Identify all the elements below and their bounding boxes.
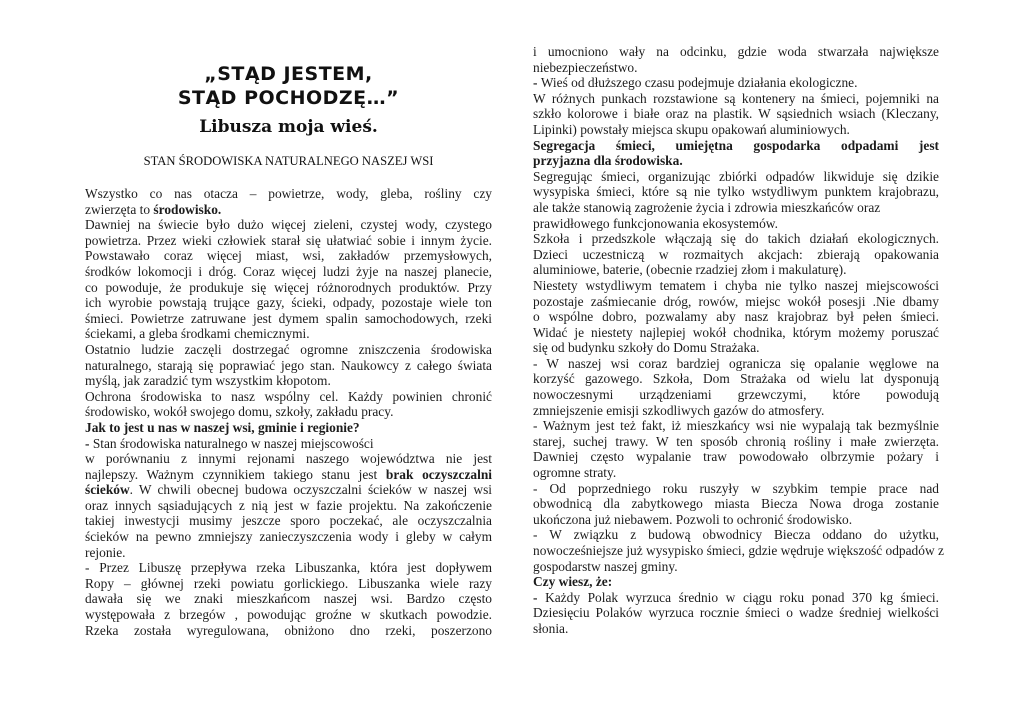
text-line	[85, 560, 492, 576]
plain-text: Stan środowiska naturalnego w naszej miejscowości	[92, 435, 374, 451]
text-line	[533, 496, 939, 512]
plain-text: obwodnicą dla zabytkowego miasta Biecza Nowa droga zostanie	[533, 496, 939, 512]
plain-text: Dziesięciu Polaków wyrzuca rocznie śmieci o wadze średniej wielkości	[533, 605, 939, 621]
bold-text: brak oczyszczalni	[385, 466, 492, 482]
text-line	[533, 418, 939, 434]
plain-text: ogromne straty.	[533, 465, 617, 481]
text-line	[85, 623, 492, 639]
plain-text: . W chwili obecnej budowa oczyszczalni ścieków w naszej wsi	[129, 482, 492, 498]
plain-text: rejonie.	[85, 544, 126, 560]
plain-text: - Od poprzedniego roku ruszyły w szybkim tempie prace nad	[533, 480, 939, 496]
plain-text: o wspólne dobro, pozwalamy aby nasz krajobraz był pełen śmieci.	[533, 309, 939, 325]
bold-text: ścieków	[85, 482, 130, 498]
text-line	[533, 309, 939, 325]
text-line	[533, 605, 939, 621]
text-line	[533, 247, 939, 263]
plain-text: aluminiowe, baterie, (obecnie rzadziej złom i makulaturę).	[533, 262, 847, 278]
text-line	[533, 75, 939, 91]
text-line	[533, 60, 939, 76]
plain-text: W różnych punkach rozstawione są kontenery na śmieci, pojemniki na	[533, 90, 939, 106]
text-line	[85, 326, 492, 342]
text-line	[533, 434, 939, 450]
plain-text: Rzeka została wyregulowana, obniżono dno rzeki, poszerzono	[85, 622, 492, 638]
text-line	[533, 200, 939, 216]
text-line	[85, 280, 492, 296]
text-line	[85, 233, 492, 249]
text-line	[533, 481, 939, 497]
plain-text: szkło kolorowe i białe oraz na plastik. W sąsiednich wsiach (Kleczany,	[533, 106, 939, 122]
main-title	[85, 62, 492, 110]
text-line	[85, 404, 492, 420]
text-line	[85, 482, 492, 498]
plain-text: prawidłowego funkcjonowania ekosystemów.	[533, 215, 778, 231]
text-line	[533, 184, 939, 200]
plain-text: i umocniono wały na odcinku, gdzie woda stwarzała największe	[533, 44, 939, 59]
text-line	[533, 574, 939, 590]
plain-text: ich wyrobie powstają trujące gazy, ścieki, odpady, pozostaje wiele ton	[85, 295, 492, 311]
plain-text: Każdy Polak wyrzuca średnio w ciągu roku ponad 370 kg śmieci.	[545, 589, 939, 605]
plain-text: ściekami, a gleba środkami chemicznymi.	[85, 326, 310, 342]
plain-text: Ochrona środowiska to nasz wspólny cel. Każdy powinien chronić	[85, 388, 492, 404]
plain-text: najlepszy. Ważnym czynnikiem takiego stanu jest	[85, 466, 386, 482]
text-line	[85, 358, 492, 374]
plain-text: Ostatnio ludzie zaczęli dostrzegać ogromne zniszczenia środowiska	[85, 341, 492, 357]
plain-text: w porównaniu z innymi rejonami naszego województwa nie jest	[85, 451, 492, 467]
text-line	[533, 138, 939, 154]
plain-text: naturalnego, starają się poprawiać jego stan. Naukowcy z całego świata	[85, 357, 492, 373]
plain-text: takiej inwestycji musimy jeszcze sporo poczekać, ale oczyszczalnia	[85, 513, 492, 529]
bold-text: -	[533, 75, 541, 91]
text-line	[533, 527, 939, 543]
text-line	[85, 202, 492, 218]
text-line	[533, 122, 939, 138]
text-line	[533, 387, 939, 403]
plain-text: Wieś od dłuższego czasu podejmuje działania ekologiczne.	[540, 75, 858, 91]
plain-text: śmieci. Powietrze zatruwane jest dymem spalin samochodowych, rzeki	[85, 310, 492, 326]
plain-text: środowisko, wokół swojego domu, szkoły, zakładu pracy.	[85, 404, 394, 420]
plain-text: Wszystko co nas otacza – powietrze, wody, gleba, rośliny czy	[85, 186, 492, 201]
text-line	[85, 591, 492, 607]
bold-text: Jak to jest u nas w naszej wsi, gminie i regionie?	[85, 419, 360, 435]
text-line	[85, 451, 492, 467]
text-line	[85, 420, 492, 436]
plain-text: się od budynku szkoły do Domu Strażaka.	[533, 340, 760, 356]
text-line	[533, 590, 939, 606]
plain-text: środków lokomocji i dróg. Coraz więcej ludzi żyje na naszej planecie,	[85, 263, 492, 279]
plain-text: Dawniej na świecie było dużo więcej zieleni, czystej wody, czystego	[85, 217, 492, 233]
text-line	[85, 436, 492, 452]
plain-text: ukończona już niebawem. Pozwoli to ochronić środowisko.	[533, 511, 853, 527]
plain-text: nowocześniejsze już wysypisko śmieci, gdzie wędruje większość odpadów z	[533, 543, 944, 558]
text-line	[533, 44, 939, 60]
text-line	[533, 449, 939, 465]
plain-text: Szkoła i przedszkole włączają się do takich działań ekologicznych.	[533, 231, 939, 247]
bold-text: Segregacja śmieci, umiejętna gospodarka odpadami jest	[533, 137, 939, 153]
bold-text: Czy wiesz, że:	[533, 574, 613, 590]
text-line	[85, 545, 492, 561]
left-body-text	[85, 186, 492, 638]
text-line	[533, 371, 939, 387]
text-line	[533, 465, 939, 481]
plain-text: korzyść gazowego. Szkoła, Dom Strażaka od wielu lat dysponują	[533, 371, 939, 387]
plain-text: powietrza. Przez wieki człowiek starał się ułatwiać sobie i innym życie.	[85, 232, 492, 248]
plain-text: Niestety wstydliwym tematem i chyba nie tylko naszej miejscowości	[533, 277, 939, 293]
text-line	[533, 278, 939, 294]
text-line	[533, 153, 939, 169]
plain-text: co powoduje, że produkuje się więcej różnorodnych produktów. Przy	[85, 279, 492, 295]
plain-text: gospodarstw naszej gminy.	[533, 558, 678, 574]
plain-text: oraz innych sąsiadujących z nią jest w fazie projektu. Na zakończenie	[85, 497, 492, 513]
plain-text: zwierzęta to	[85, 201, 154, 217]
text-line	[533, 91, 939, 107]
text-line	[85, 342, 492, 358]
text-line	[85, 217, 492, 233]
plain-text: - W naszej wsi coraz bardziej ogranicza się opalanie węglowe na	[533, 355, 939, 371]
title-line-2: STĄD POCHODZĘ…”	[177, 87, 400, 109]
text-line	[85, 513, 492, 529]
text-line	[85, 295, 492, 311]
plain-text: występowała z brzegów , powodując groźne w skutkach powodzie.	[85, 607, 492, 623]
text-line	[85, 389, 492, 405]
text-line	[533, 325, 939, 341]
plain-text: Dzieci uczestniczą w rozmaitych akcjach: zbierają opakowania	[533, 246, 939, 262]
plain-text: ale także stanowią zagrożenie życia i zdrowia mieszkańców oraz	[533, 199, 881, 215]
text-line	[85, 186, 492, 202]
text-line	[533, 106, 939, 122]
text-line	[533, 403, 939, 419]
plain-text: Powstawało coraz więcej miast, wsi, zakładów przemysłowych,	[85, 248, 492, 264]
right-body-text	[533, 44, 944, 637]
plain-text: starej, suchej trawy. W ten sposób chronią rośliny i małe zwierzęta.	[533, 433, 939, 449]
plain-text: pozostaje zaśmiecanie dróg, rowów, miejsc wokół posesji .Nie dbamy	[533, 293, 939, 309]
plain-text: Ropy – głównej rzeki powiatu gorlickiego. Libuszanka wiele razy	[85, 575, 492, 591]
text-line	[533, 262, 939, 278]
bold-text: -	[85, 435, 93, 451]
plain-text: Dawniej często wypalanie traw powodowało olbrzymie pożary i	[533, 449, 939, 465]
text-line	[533, 231, 939, 247]
text-line	[533, 621, 939, 637]
text-line	[533, 294, 939, 310]
plain-text: nowoczesnymi urządzeniami grzewczymi, które powodują	[533, 387, 939, 403]
title-line-1: „STĄD JESTEM,	[204, 63, 373, 85]
text-line	[85, 529, 492, 545]
plain-text: niebezpieczeństwo.	[533, 59, 638, 75]
plain-text: wysypiska śmieci, które są nie tylko wstydliwym punktem krajobrazu,	[533, 184, 939, 200]
plain-text: Segregując śmieci, organizując zbiórki odpadów likwiduje się dzikie	[533, 168, 939, 184]
bold-text: środowisko.	[153, 201, 222, 217]
plain-text: zmniejszenie emisji szkodliwych gazów do atmosfery.	[533, 402, 825, 418]
text-line	[533, 543, 944, 559]
text-line	[533, 216, 939, 232]
text-line	[533, 340, 939, 356]
text-line	[85, 498, 492, 514]
subtitle: Libusza moja wieś.	[199, 117, 378, 137]
text-line	[85, 373, 492, 389]
plain-text: ścieków na pewno zmniejszy zanieczyszczenia wody i gleby w całym	[85, 529, 492, 545]
text-line	[533, 512, 939, 528]
plain-text: - Ważnym jest też fakt, iż mieszkańcy wsi nie wypalają tak bezmyślnie	[533, 418, 939, 434]
text-line	[533, 559, 939, 575]
plain-text: Lipinki) powstały miejsca skupu opakowań aluminiowych.	[533, 121, 850, 137]
text-line	[85, 264, 492, 280]
text-line	[533, 169, 939, 185]
text-line	[85, 576, 492, 592]
bold-text: przyjazna dla środowiska.	[533, 153, 683, 169]
plain-text: - Przez Libuszę przepływa rzeka Libuszanka, która jest dopływem	[85, 560, 492, 576]
text-line	[85, 311, 492, 327]
bold-text: -	[533, 589, 546, 605]
text-line	[85, 467, 492, 483]
text-line	[533, 356, 939, 372]
plain-text: Widać je niestety najlepiej wokół chodnika, którym możemy poruszać	[533, 324, 939, 340]
plain-text: - W związku z budową obwodnicy Biecza oddano do użytku,	[533, 527, 939, 543]
plain-text: słonia.	[533, 620, 569, 636]
plain-text: myślą, jak zaradzić tym wszystkim kłopotom.	[85, 373, 331, 389]
section-heading: STAN ŚRODOWISKA NATURALNEGO NASZEJ WSI	[143, 154, 434, 168]
plain-text: dawała się we znaki mieszkańcom naszej wsi. Bardzo często	[85, 591, 492, 607]
text-line	[85, 248, 492, 264]
text-line	[85, 607, 492, 623]
